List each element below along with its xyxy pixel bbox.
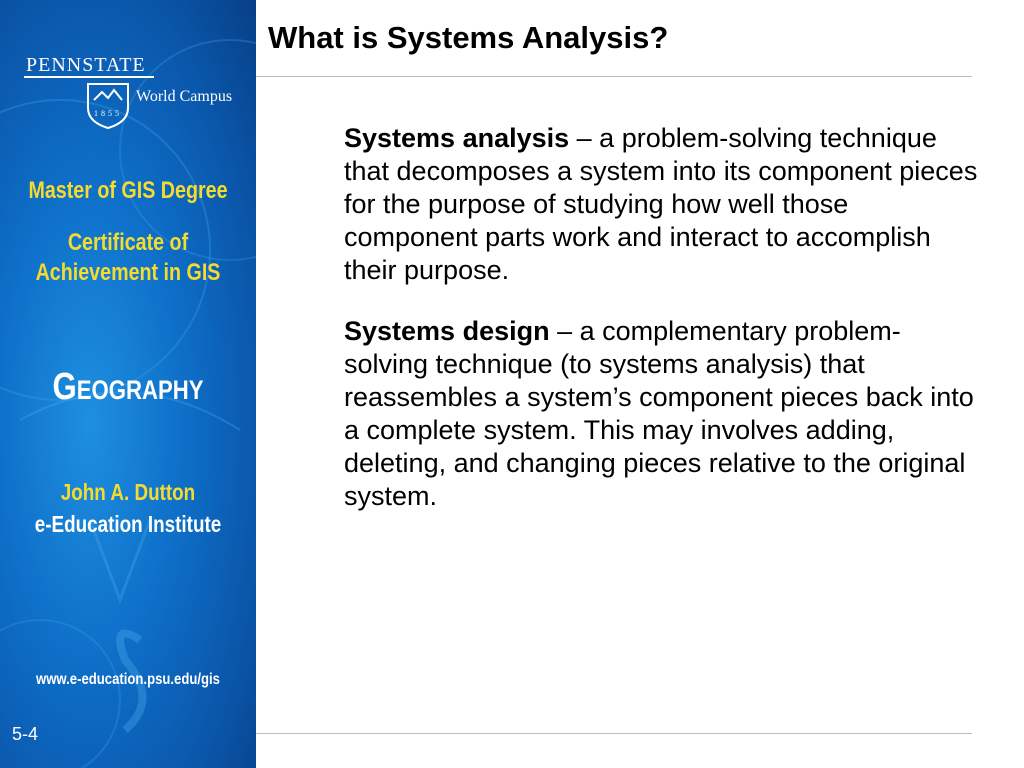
definition-paragraph [344,315,984,513]
website-url-text: www.e-education.psu.edu/gis [36,671,220,688]
program-certificate-text [23,228,233,288]
world-campus-text: World Campus [136,88,233,105]
shield-year: 1855 [94,109,122,118]
sidebar-panel [0,0,256,768]
program-certificate-line1: Certificate of [67,229,189,256]
slide-number: 5-4 [12,724,39,744]
definition-text: – a problem-solving technique that decomposes a system into its component pieces for the purpose of studying how well those component parts work and interact to accomplish their purpose. [344,123,978,285]
pennstate-logo-text: PENNSTATE [26,54,146,76]
definition-text: – a complementary problem-solving technique (to systems analysis) that reassembles a system’s component pieces back into a complete system. This may involves adding, deleting, and changing pieces relative to the original system. [344,316,974,511]
definition-term: Systems analysis [344,123,570,153]
slide-title: What is Systems Analysis? [268,20,669,55]
program-master-text: Master of GIS Degree [28,177,228,204]
institute-name-text: John A. Dutton [60,479,196,505]
slide-body [344,122,984,541]
program-certificate-line2: Achievement in GIS [35,259,221,286]
definition-term: Systems design [344,316,550,346]
shield-logo-icon [86,82,130,130]
institute-subtitle-text: e-Education Institute [34,511,222,537]
title-divider [256,76,972,77]
footer-divider [256,733,972,734]
definition-paragraph [344,122,984,287]
logo-divider [24,76,154,78]
department-text: Geography [52,366,204,408]
